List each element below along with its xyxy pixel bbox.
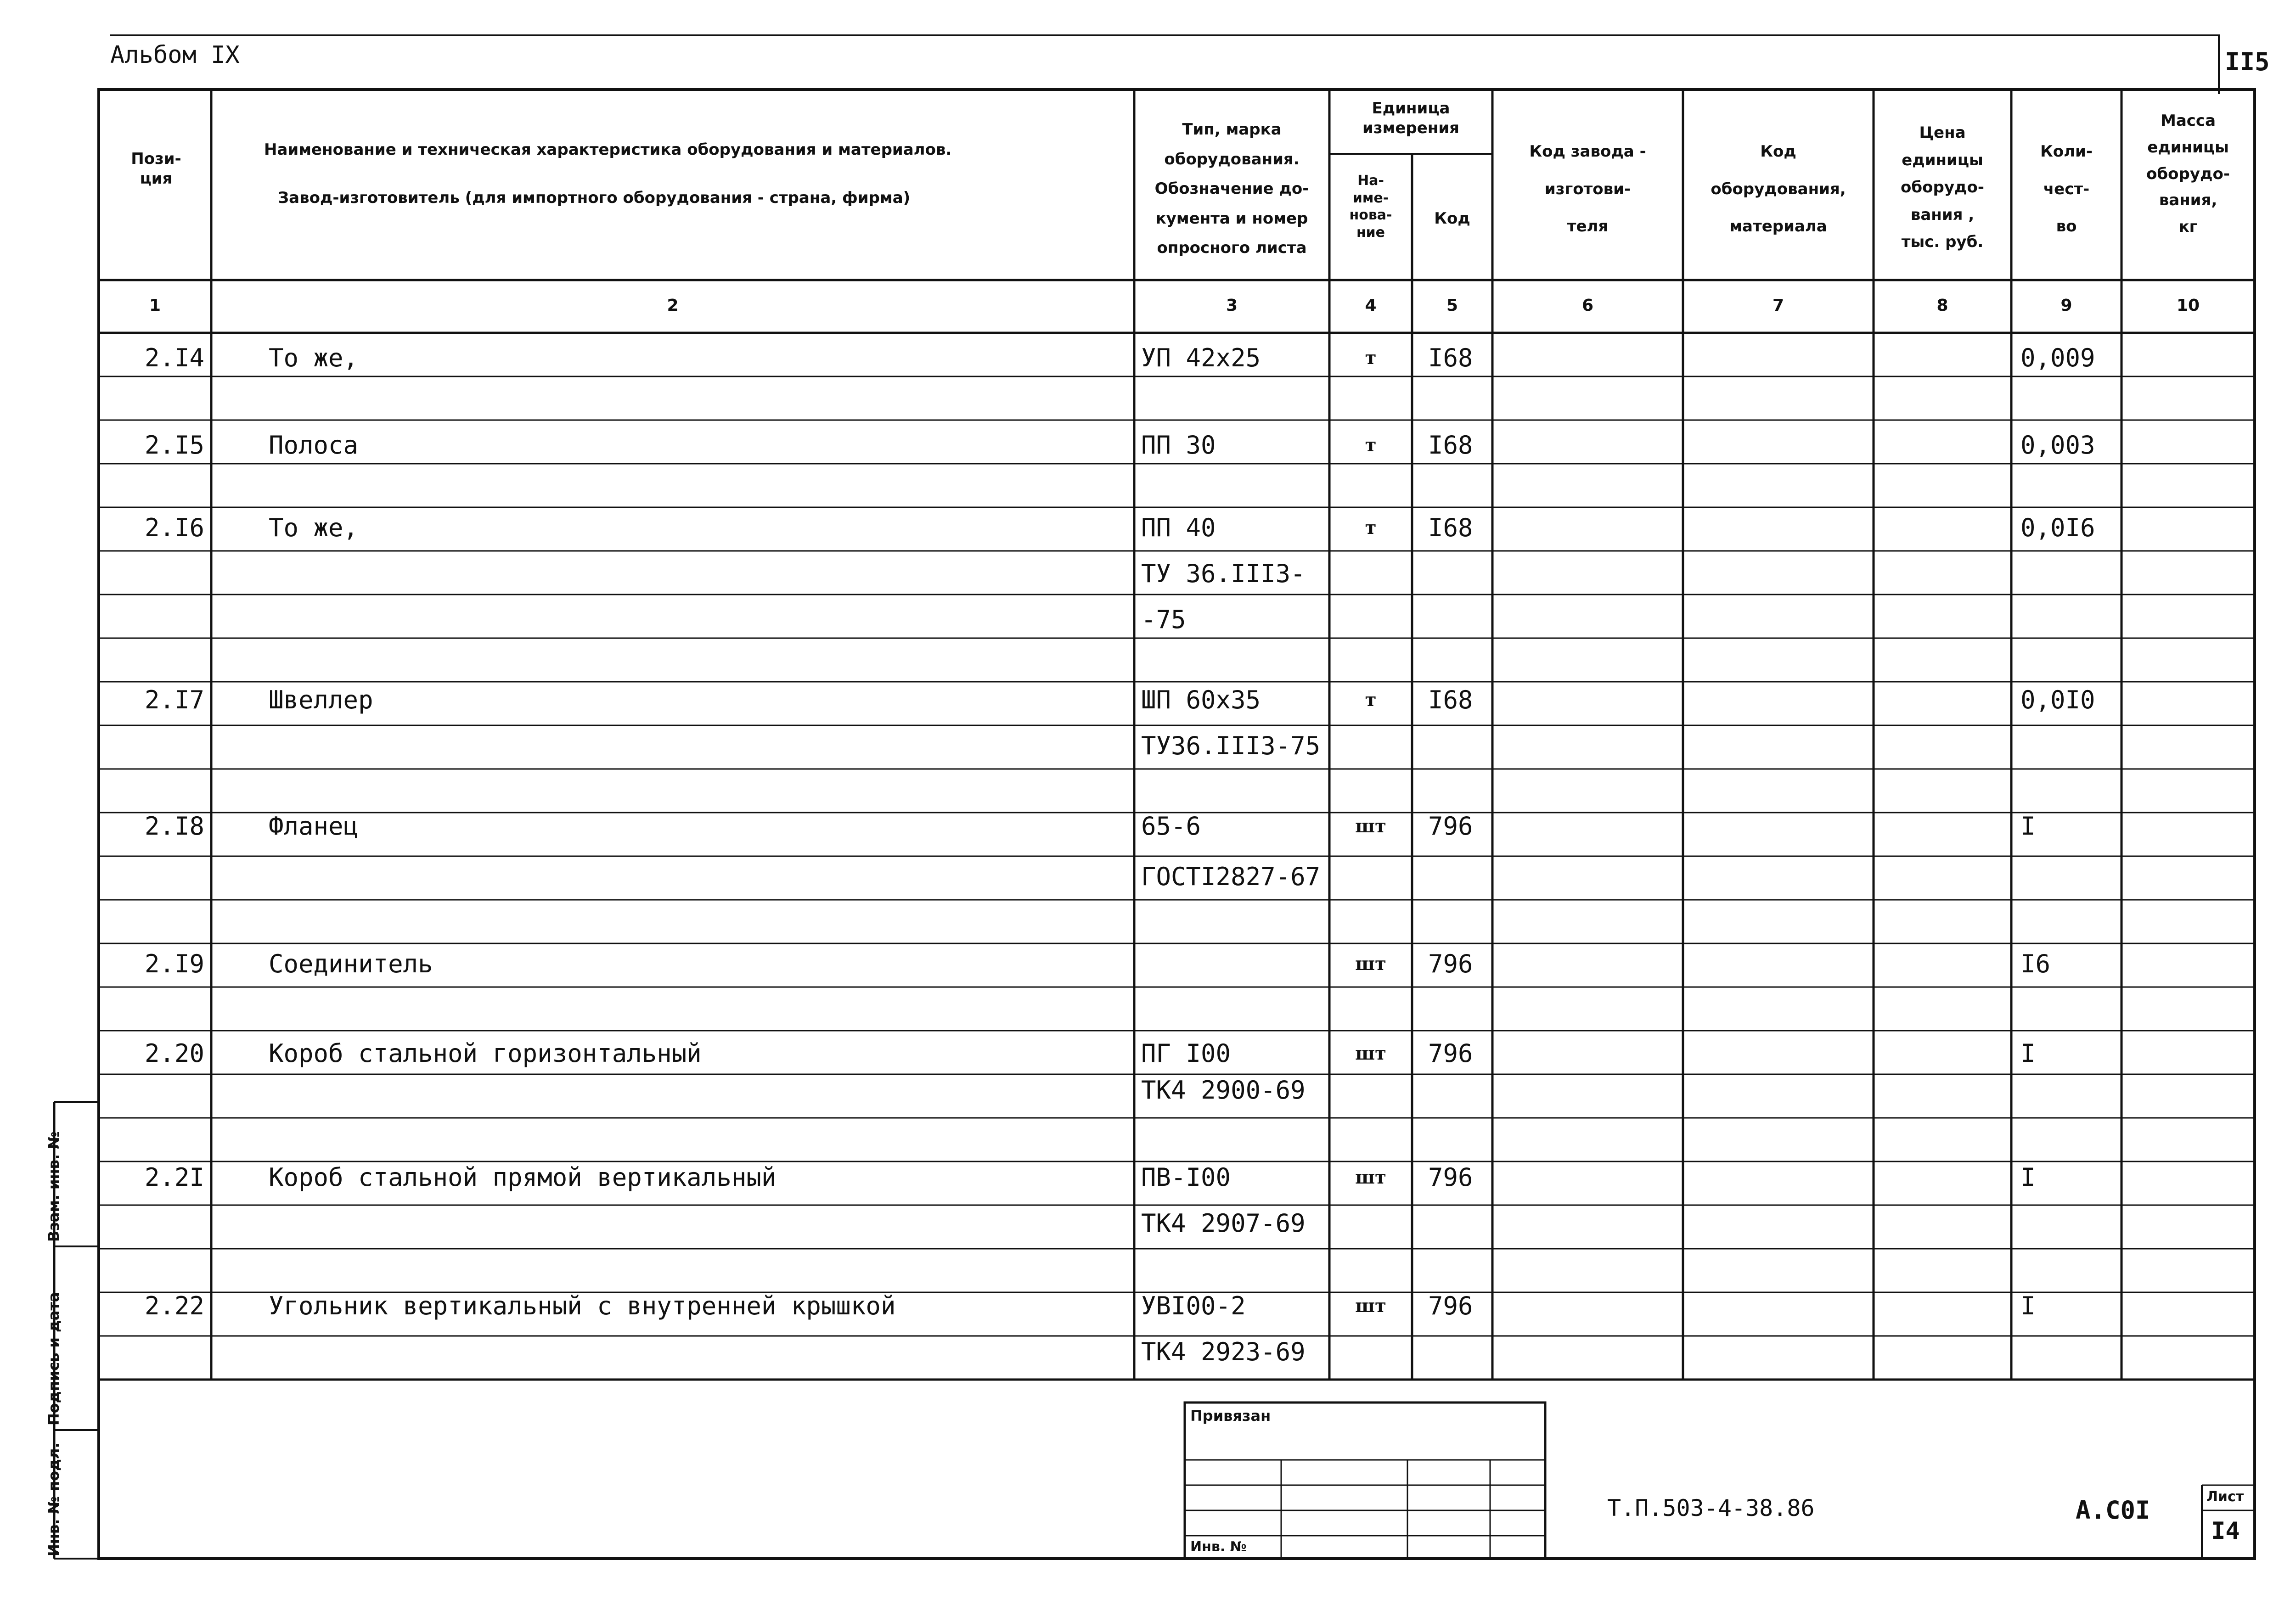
- row-code: I68: [1428, 685, 1473, 714]
- header-unit-code: Код: [1434, 209, 1470, 228]
- row-code: 796: [1428, 949, 1473, 978]
- row-type: ТК4 2923-69: [1141, 1337, 1306, 1366]
- col-number-9: 9: [2060, 296, 2072, 315]
- col-number-8: 8: [1936, 296, 1948, 315]
- col-number-1: 1: [149, 296, 161, 315]
- row-quantity: 0,0I0: [2020, 685, 2095, 714]
- row-unit: шт: [1355, 1167, 1386, 1188]
- row-type: ТК4 2900-69: [1141, 1076, 1306, 1105]
- header-price: Цена единицы оборудо- вания , тыс. руб.: [1901, 123, 1984, 251]
- row-position: 2.I4: [144, 343, 204, 372]
- row-position: 2.22: [144, 1291, 204, 1320]
- col-number-5: 5: [1446, 296, 1458, 315]
- header-type: Тип, марка оборудования. Обозначение до- кумента и номер опросного листа: [1154, 120, 1309, 258]
- album-code: А.С0I: [2076, 1496, 2150, 1525]
- col-number-10: 10: [2176, 296, 2200, 315]
- row-quantity: 0,009: [2020, 343, 2095, 372]
- side-label-inv: Инв. № подл.: [45, 1442, 62, 1556]
- row-code: 796: [1428, 1039, 1473, 1068]
- row-quantity: I: [2020, 1291, 2036, 1320]
- side-label-podpis: Подпись и дата: [45, 1292, 62, 1425]
- row-name: То же,: [269, 343, 359, 372]
- row-quantity: I: [2020, 1163, 2036, 1192]
- col-number-2: 2: [667, 296, 679, 315]
- row-code: 796: [1428, 1291, 1473, 1320]
- row-position: 2.2I: [144, 1163, 204, 1192]
- row-quantity: I: [2020, 1039, 2036, 1068]
- list-number: I4: [2211, 1517, 2240, 1545]
- row-type: ГОСТI2827-67: [1141, 862, 1321, 891]
- row-quantity: I: [2020, 812, 2036, 841]
- list-label: Лист: [2206, 1489, 2244, 1505]
- row-type: УП 42х25: [1141, 343, 1261, 372]
- row-type: 65-6: [1141, 812, 1201, 841]
- header-unit-name: На- име- нова- ние: [1349, 173, 1392, 241]
- row-position: 2.I7: [144, 685, 204, 714]
- row-position: 2.20: [144, 1039, 204, 1068]
- row-type: -75: [1141, 605, 1186, 634]
- header-name-line2: Завод-изготовитель (для импортного оборудования - страна, фирма): [278, 189, 911, 207]
- row-unit: т: [1365, 689, 1377, 711]
- header-factory-code: Код завода - изготови- теля: [1529, 142, 1646, 236]
- col-number-4: 4: [1365, 296, 1377, 315]
- col-number-6: 6: [1581, 296, 1594, 315]
- row-position: 2.I6: [144, 513, 204, 542]
- row-type: ШП 60х35: [1141, 685, 1261, 714]
- header-position: Пози- ция: [131, 150, 181, 188]
- row-name: Швеллер: [269, 685, 373, 714]
- row-name: Соединитель: [269, 949, 433, 978]
- page-top-number: II5: [2225, 47, 2270, 76]
- album-label: Альбом IX: [110, 41, 240, 69]
- row-code: I68: [1428, 431, 1473, 460]
- side-label-vzam: Взам. инв. №: [45, 1131, 62, 1242]
- row-unit: т: [1365, 347, 1377, 369]
- header-quantity: Коли- чест- во: [2040, 142, 2093, 236]
- header-equipment-code: Код оборудования, материала: [1711, 142, 1846, 236]
- row-position: 2.I5: [144, 431, 204, 460]
- row-type: ПВ-I00: [1141, 1163, 1231, 1192]
- row-name: Короб стальной прямой вертикальный: [269, 1163, 777, 1192]
- row-type: УВI00-2: [1141, 1291, 1246, 1320]
- header-unit: Единица измерения: [1362, 99, 1459, 137]
- row-quantity: I6: [2020, 949, 2051, 978]
- header-mass: Масса единицы оборудо- вания, кг: [2146, 112, 2230, 236]
- row-unit: шт: [1355, 1043, 1386, 1064]
- row-type: ПГ I00: [1141, 1039, 1231, 1068]
- stamp-inv-no: Инв. №: [1190, 1539, 1247, 1555]
- row-type: ПП 30: [1141, 431, 1216, 460]
- row-name: То же,: [269, 513, 359, 542]
- row-name: Фланец: [269, 812, 359, 841]
- row-name: Короб стальной горизонтальный: [269, 1039, 702, 1068]
- doc-code: Т.П.503-4-38.86: [1607, 1495, 1815, 1521]
- row-code: I68: [1428, 513, 1473, 542]
- row-position: 2.I9: [144, 949, 204, 978]
- header-name-line1: Наименование и техническая характеристика оборудования и материалов.: [264, 140, 952, 159]
- row-unit: шт: [1355, 953, 1386, 975]
- row-position: 2.I8: [144, 812, 204, 841]
- row-name: Полоса: [269, 431, 359, 460]
- row-quantity: 0,0I6: [2020, 513, 2095, 542]
- row-unit: т: [1365, 434, 1377, 456]
- row-type: ТК4 2907-69: [1141, 1209, 1306, 1238]
- row-type: ПП 40: [1141, 513, 1216, 542]
- stamp-privyazan: Привязан: [1190, 1407, 1271, 1425]
- row-unit: т: [1365, 517, 1377, 539]
- col-number-7: 7: [1772, 296, 1784, 315]
- row-unit: шт: [1355, 1295, 1386, 1317]
- row-type: ТУ36.III3-75: [1141, 731, 1321, 760]
- row-type: ТУ 36.III3-: [1141, 559, 1306, 588]
- row-name: Угольник вертикальный с внутренней крышкой: [269, 1291, 896, 1320]
- row-code: I68: [1428, 343, 1473, 372]
- row-unit: шт: [1355, 815, 1386, 837]
- row-code: 796: [1428, 1163, 1473, 1192]
- row-code: 796: [1428, 812, 1473, 841]
- col-number-3: 3: [1226, 296, 1238, 315]
- row-quantity: 0,003: [2020, 431, 2095, 460]
